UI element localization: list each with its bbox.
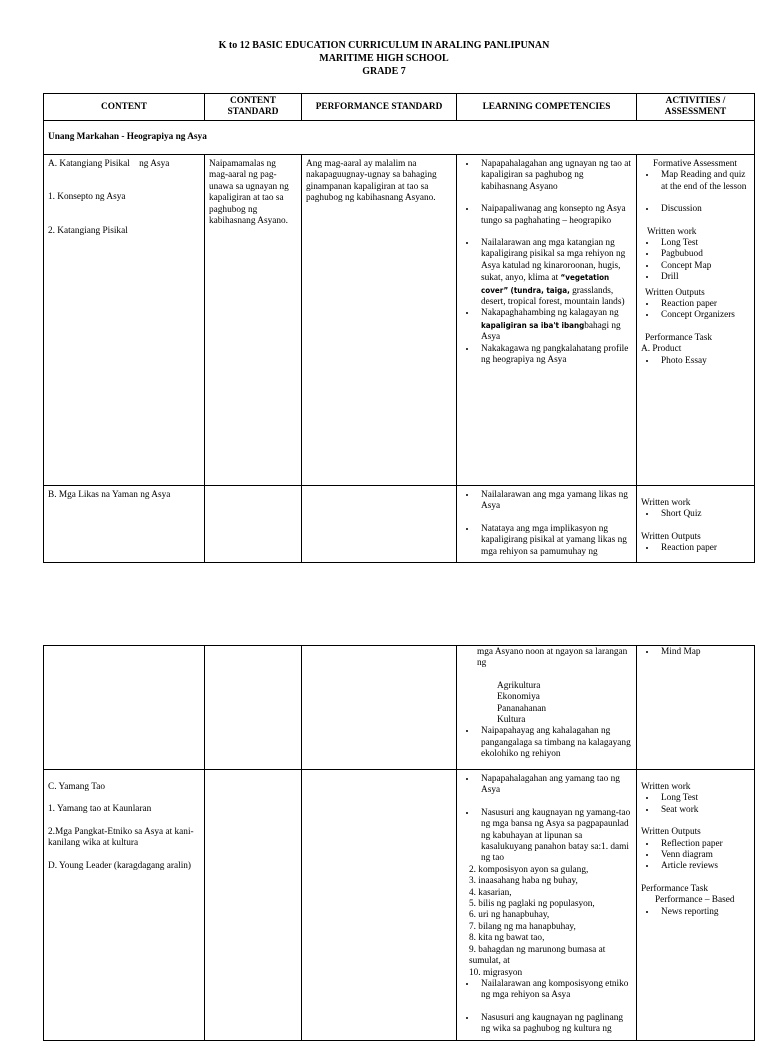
- quarter-title: Unang Markahan - Heograpiya ng Asya: [44, 121, 755, 155]
- content-cell: [44, 646, 205, 770]
- list-item: • Naipapaliwanag ang konsepto ng Asya tungo sa paghahating – heograpiko: [477, 204, 632, 227]
- content-subtopic: D. Young Leader (karagdagang aralin): [48, 860, 192, 871]
- list-item: • Short Quiz: [657, 509, 750, 520]
- list-item: • Long Test: [657, 793, 750, 804]
- sub-list-item: Kultura: [497, 715, 526, 726]
- content-cell: B. Mga Likas na Yaman ng Asya: [44, 486, 205, 563]
- numbered-item: 7. bilang ng ma hanapbuhay,: [469, 921, 576, 932]
- numbered-item: 6. uri ng hanapbuhay,: [469, 910, 550, 921]
- list-item: • Napapahalagahan ang yamang tao ng Asya: [477, 774, 632, 797]
- header-row: [44, 94, 755, 121]
- section-label: Performance – Based: [655, 895, 735, 906]
- sub-list-item: Pananahanan: [497, 703, 547, 714]
- list-item: • Naipapahayag ang kahalagahan ng pangangalaga sa timbang na kalagayang ekolohiko ng rehiyon: [477, 726, 632, 760]
- competency-text: mga Asyano noon at ngayon sa larangan ng: [477, 647, 628, 669]
- competencies-cell: [457, 486, 637, 563]
- list-item: • Concept Map: [657, 261, 750, 272]
- performance-standard-cell: [302, 770, 457, 1041]
- activities-cell: [637, 646, 755, 770]
- section-label: A. Product: [641, 344, 682, 355]
- row-katangiang-pisikal: [44, 155, 755, 486]
- performance-standard-cell: [302, 646, 457, 770]
- list-item: • Nailalarawan ang komposisyong etniko ng mga rehiyon sa Asya: [477, 979, 632, 1002]
- competencies-cell: [457, 155, 637, 486]
- activities-cell: [637, 486, 755, 563]
- list-item: • Seat work: [657, 805, 750, 816]
- numbered-item: 10. migrasyon: [469, 967, 523, 978]
- list-item: • Nakakagawa ng pangkalahatang profile ng heograpiya ng Asya: [477, 344, 632, 367]
- list-item: • News reporting: [657, 907, 750, 918]
- row-yamang-tao: [44, 770, 755, 1041]
- curriculum-table-page1: [43, 93, 755, 563]
- list-item: • Discussion: [657, 204, 750, 215]
- competencies-cell: [457, 770, 637, 1041]
- section-label: Performance Task: [645, 332, 713, 343]
- content-cell: [44, 155, 205, 486]
- list-item: • Article reviews: [657, 861, 750, 872]
- content-subtopic: 1. Konsepto ng Asya: [48, 192, 126, 203]
- content-cell: [44, 770, 205, 1041]
- sub-list-item: Agrikultura: [497, 680, 541, 691]
- col-header-content-standard: CONTENT STANDARD: [205, 94, 302, 121]
- section-label: Written Outputs: [645, 287, 705, 298]
- section-label: Written Outputs: [641, 531, 701, 542]
- content-standard-cell: Naipamamalas ng mag-aaral ng pag-unawa sa ugnayan ng kapaligiran at tao sa paghubog ng kabihasnang Asyano.: [205, 155, 302, 486]
- list-item: • Venn diagram: [657, 850, 750, 861]
- school-name: MARITIME HIGH SCHOOL: [319, 53, 449, 64]
- list-item: • Concept Organizers: [657, 310, 750, 321]
- list-item: • Mind Map: [657, 647, 750, 658]
- numbered-item: 8. kita ng bawat tao,: [469, 933, 545, 944]
- list-item: • Reaction paper: [657, 299, 750, 310]
- numbered-item: 5. bilis ng paglaki ng populasyon,: [469, 899, 595, 910]
- content-topic: C. Yamang Tao: [48, 782, 106, 792]
- section-label: Written work: [641, 498, 691, 508]
- numbered-item: 3. inaasahang haba ng buhay,: [469, 876, 578, 887]
- col-header-performance-standard: PERFORMANCE STANDARD: [302, 94, 457, 121]
- content-topic: A. Katangiang Pisikal ng Asya: [48, 159, 170, 169]
- section-label: Performance Task: [641, 883, 709, 894]
- content-standard-cell: [205, 646, 302, 770]
- row-continuation: [44, 646, 755, 770]
- list-item: • Photo Essay: [657, 356, 750, 367]
- section-label: Formative Assessment: [653, 159, 737, 169]
- sub-list-item: Ekonomiya: [497, 692, 540, 703]
- list-item: • Reflection paper: [657, 839, 750, 850]
- col-header-activities: ACTIVITIES / ASSESSMENT: [637, 94, 755, 121]
- list-item: • Nasusuri ang kaugnayan ng yamang-tao ng mga bansa ng Asya sa pagpapaunlad ng kabuhayan at lipunan sa kasalukuyang panahon batay sa:1. dami ng tao: [477, 808, 632, 865]
- numbered-item: 4. kasarian,: [469, 887, 512, 898]
- competencies-cell: [457, 646, 637, 770]
- list-item: • Drill: [657, 272, 750, 283]
- content-subtopic: 2. Katangiang Pisikal: [48, 225, 128, 236]
- list-item: • Pagbubuod: [657, 249, 750, 260]
- list-item: • Map Reading and quiz at the end of the lesson: [657, 170, 750, 193]
- numbered-item: 2. komposisyon ayon sa gulang,: [469, 864, 589, 875]
- grade-level: GRADE 7: [362, 66, 406, 77]
- row-likas-na-yaman: [44, 486, 755, 563]
- performance-standard-cell: [302, 486, 457, 563]
- list-item: • Long Test: [657, 238, 750, 249]
- activities-cell: [637, 155, 755, 486]
- content-standard-cell: [205, 770, 302, 1041]
- list-item: • Napapahalagahan ang ugnayan ng tao at kapaligiran sa paghubog ng kabihasnang Asyano: [477, 159, 632, 193]
- col-header-learning-competencies: LEARNING COMPETENCIES: [457, 94, 637, 121]
- list-item: • Nakapaghahambing ng kalagayan ng kapaligiran sa iba't ibangbahagi ng Asya: [477, 308, 632, 343]
- curriculum-table-page2: [43, 645, 755, 1041]
- list-item: • Reaction paper: [657, 543, 750, 554]
- content-standard-cell: [205, 486, 302, 563]
- activities-cell: [637, 770, 755, 1041]
- list-item: • Nasusuri ang kaugnayan ng paglinang ng wika sa paghubog ng kultura ng: [477, 1013, 632, 1036]
- list-item: • Nailalarawan ang mga yamang likas ng Asya: [477, 490, 632, 513]
- section-label: Written Outputs: [641, 827, 701, 838]
- content-subtopic: 2.Mga Pangkat-Etniko sa Asya at kani-kanilang wika at kultura: [48, 826, 194, 849]
- section-label: Written work: [647, 226, 697, 237]
- section-label: Written work: [641, 782, 691, 792]
- col-header-content: CONTENT: [44, 94, 205, 121]
- quarter-row: [44, 121, 755, 155]
- content-subtopic: 1. Yamang tao at Kaunlaran: [48, 804, 152, 815]
- list-item: • Nailalarawan ang mga katangian ng kapaligirang pisikal sa mga rehiyon ng Asya katulad ng kinaroroonan, hugis, sukat, anyo, klima at “vegetation cover” (tundra, taiga, grasslands, desert, tropical forest, mountain lands): [477, 238, 632, 308]
- doc-title: K to 12 BASIC EDUCATION CURRICULUM IN ARALING PANLIPUNAN: [218, 40, 550, 51]
- numbered-item: 9. bahagdan ng marunong bumasa at sumulat, at: [469, 944, 606, 967]
- performance-standard-cell: Ang mag-aaral ay malalim na nakapaguugnay-ugnay sa bahaging ginampanan kapaligiran at tao sa paghubog ng kabihasnang Asyano.: [302, 155, 457, 486]
- list-item: • Natataya ang mga implikasyon ng kapaligirang pisikal at yamang likas ng mga rehiyon sa pamumuhay ng: [477, 524, 632, 558]
